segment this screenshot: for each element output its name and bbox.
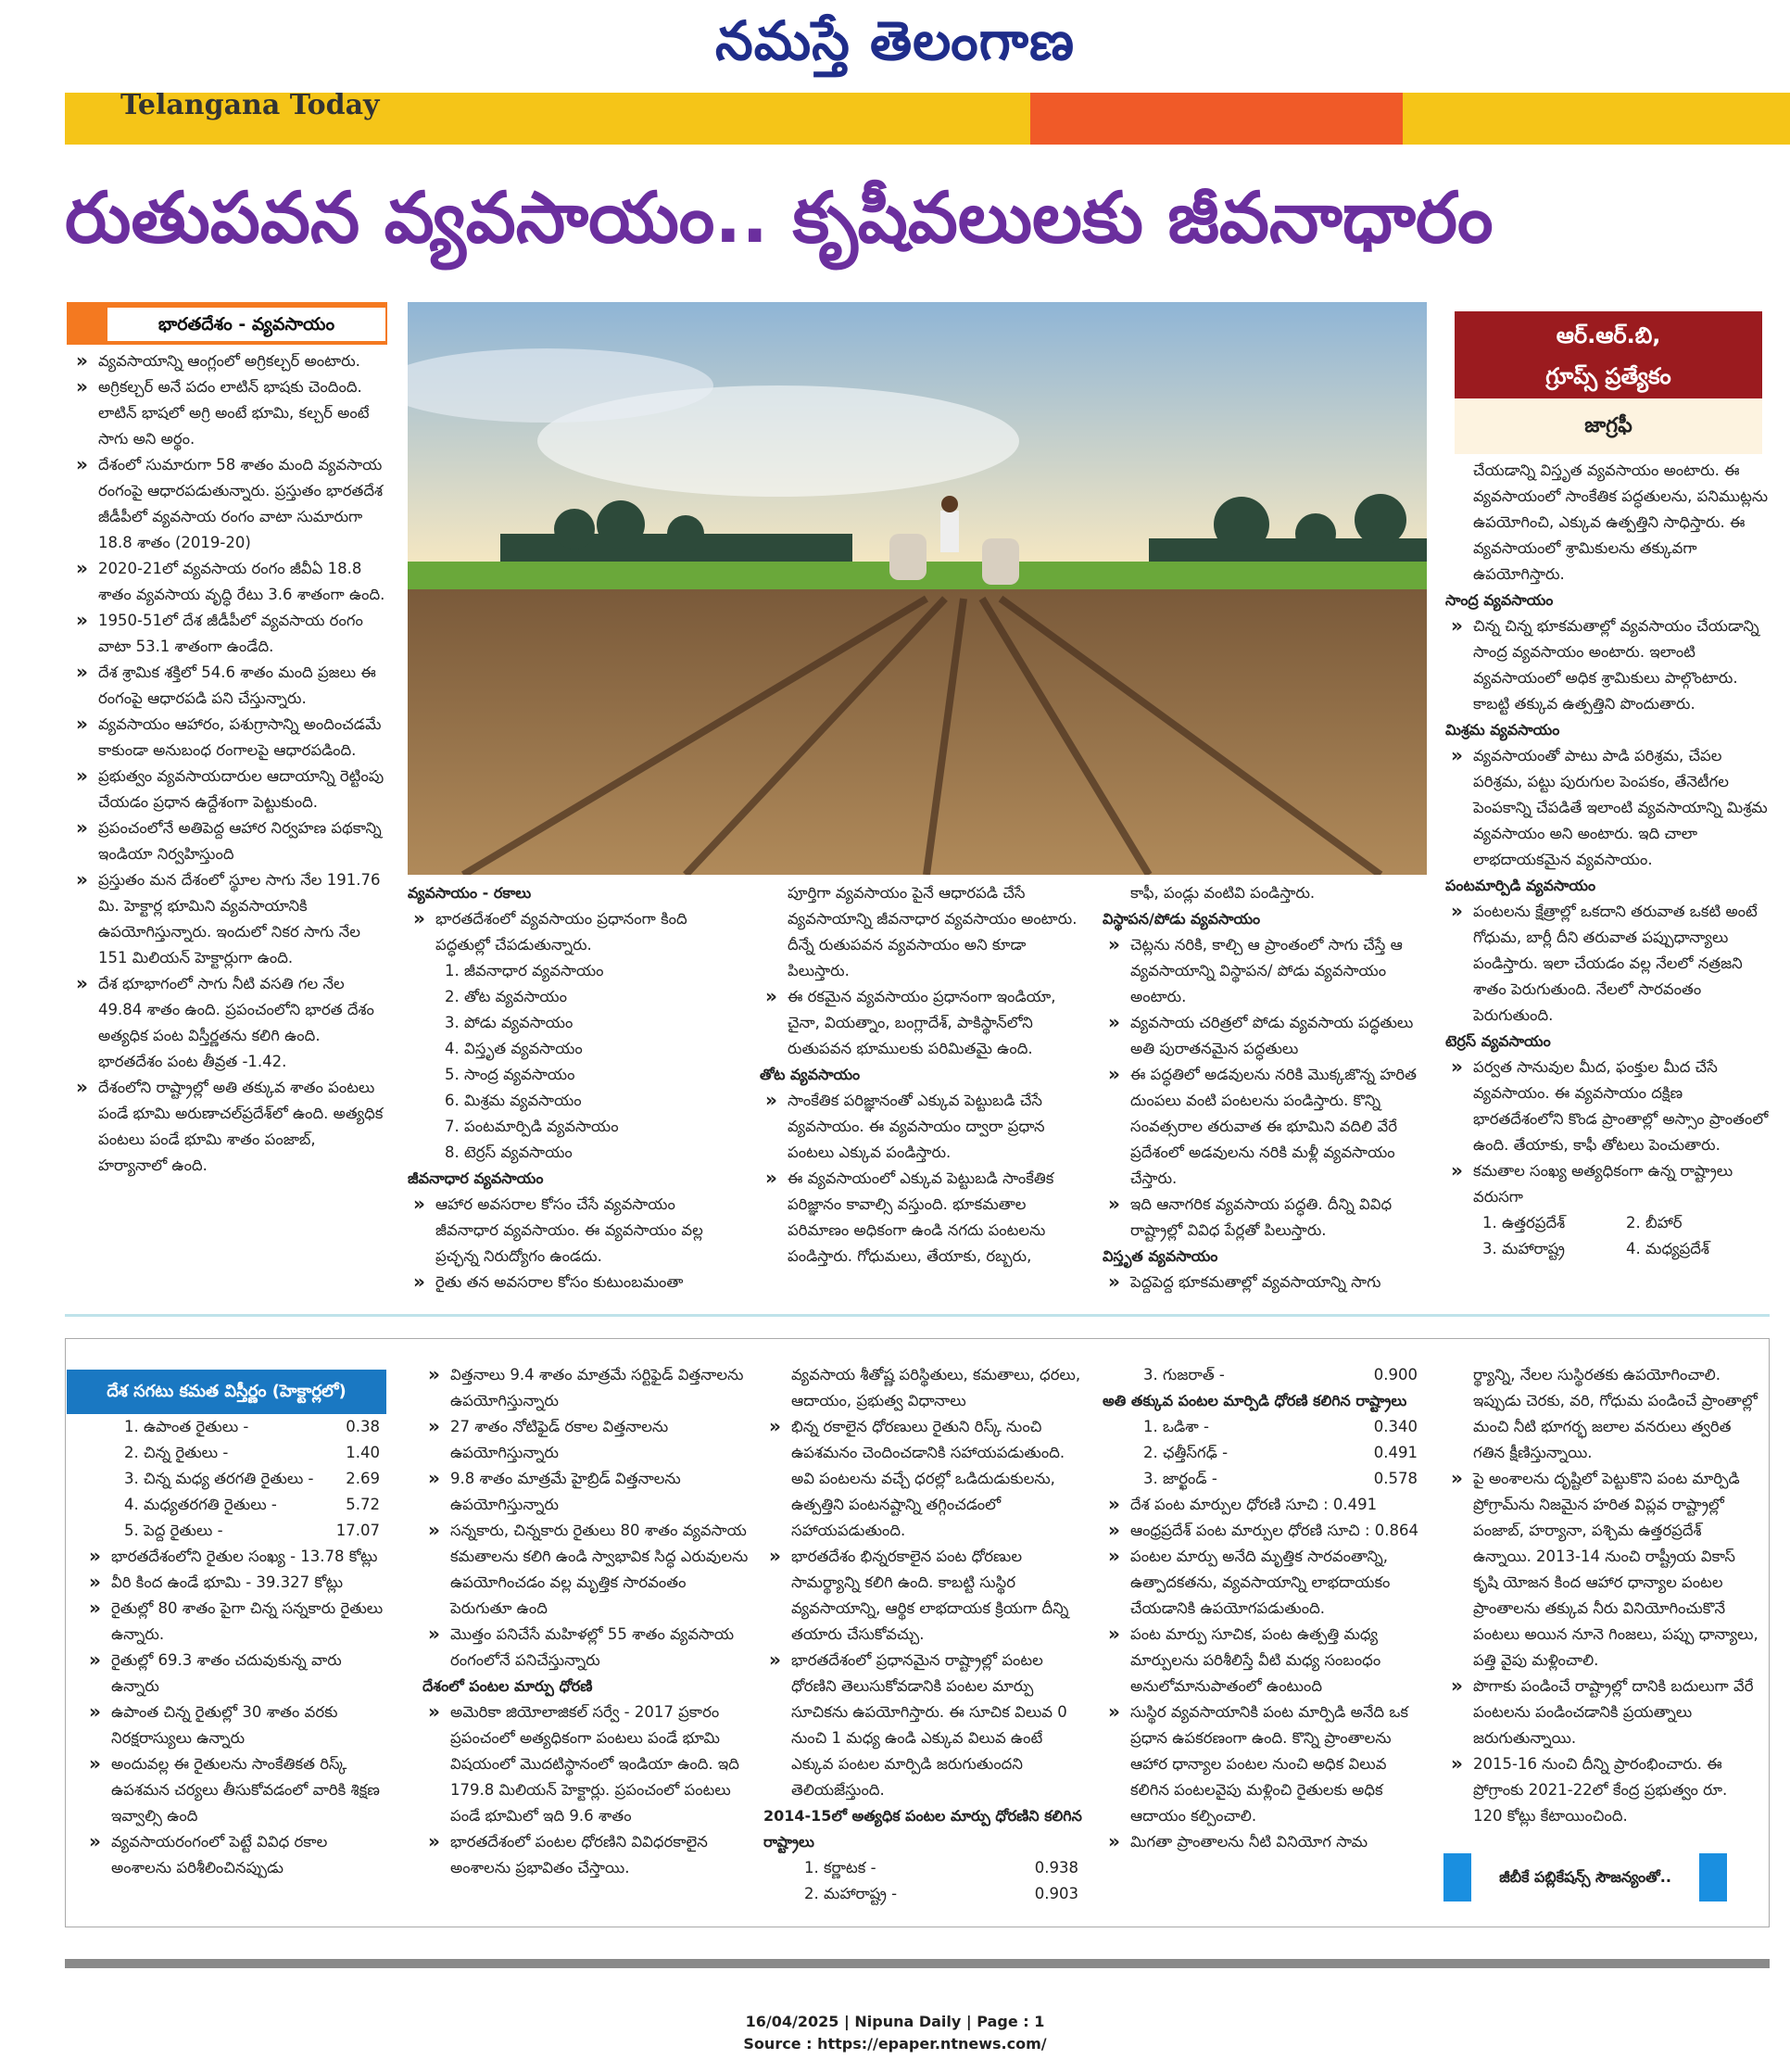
paragraph: కాఫీ, పండ్లు వంటివి పండిస్తారు. xyxy=(1130,884,1316,902)
state-index-row-label: 3. గుజరాత్ - xyxy=(1143,1366,1225,1383)
subheading: దేశంలో పంటల మార్పు ధోరణి xyxy=(422,1677,593,1695)
masthead-title: నమస్తే తెలంగాణ xyxy=(715,9,1075,72)
state-index-row xyxy=(1103,1414,1427,1440)
bullet-item: » రైతు తన అవసరాల కోసం కుటుంబమంతా xyxy=(408,1270,741,1295)
bullet-item: » రైతుల్లో 69.3 శాతం చదువుకున్న వారు ఉన్నారు xyxy=(83,1648,389,1699)
state-index-row xyxy=(1103,1440,1427,1466)
list-item: 7. పంటమార్పిడి వ్యవసాయం xyxy=(445,1118,619,1135)
band-orange-logo xyxy=(1030,93,1403,145)
bullet-item: » దేశ పంట మార్పుల ధోరణి సూచి : 0.491 xyxy=(1103,1492,1427,1518)
bullet-item: » పంటలను క్షేత్రాల్లో ఒకదాని తరువాత ఒకటి అంటే గోధుమ, బార్లీ దీని తరువాత పప్పుధాన్యాలు పండిస్తారు. ఇలా చేయడం వల్ల నేలలో నత్రజని శాతం పెరుగుతుంది. నేలలో సారవంతం పెరుగుతుంది. xyxy=(1445,899,1770,1029)
bullet-item: » భారతదేశంలోని రైతుల సంఖ్య - 13.78 కోట్లు xyxy=(83,1544,389,1570)
bullet-item: » సన్నకారు, చిన్నకారు రైతులు 80 శాతం వ్యవసాయ కమతాలను కలిగి ఉండి స్వాభావిక సిద్ధ ఎరువులను ఉపయోగించడం వల్ల మృత్తిక సారవంతం పెరుగుతూ ఉంది xyxy=(422,1518,752,1622)
lower-column-2 xyxy=(422,1362,752,1881)
bullet-item: » 2020-21లో వ్యవసాయ రంగం జీవీఏ 18.8 శాతం వ్యవసాయ వృద్ధి రేటు 3.6 శాతంగా ఉంది. xyxy=(70,556,387,608)
holding-row xyxy=(83,1466,389,1492)
bullet-item: » ప్రపంచంలోనే అతిపెద్ద ఆహార నిర్వహణ పథకాన్ని ఇండియా నిర్వహిస్తుంది xyxy=(70,815,387,867)
section-tag-label: భారతదేశం - వ్యవసాయం xyxy=(107,308,385,341)
column-4 xyxy=(1103,880,1427,1295)
state-index-row xyxy=(763,1855,1088,1881)
bullet-item: » పంటల మార్పు అనేది మృత్తిక సారవంతాన్ని, ఉత్పాదకతను, వ్యవసాయాన్ని లాభదాయకం చేయడానికి ఉపయోగపడుతుంది. xyxy=(1103,1544,1427,1622)
bullet-item: » దేశ శ్రామిక శక్తిలో 54.6 శాతం మంది ప్రజలు ఈ రంగంపై ఆధారపడి పని చేస్తున్నారు. xyxy=(70,660,387,712)
list-item: 2. తోట వ్యవసాయం xyxy=(445,988,567,1005)
bullet-item: » దేశంలోని రాష్ట్రాల్లో అతి తక్కువ శాతం పంటలు పండే భూమి అరుణాచల్‌ప్రదేశ్‌లో ఉంది. అత్యధిక పంటలు పండే భూమి శాతం పంజాబ్, హర్యానాలో ఉంది. xyxy=(70,1075,387,1179)
bullet-item: » మొత్తం పనిచేసే మహిళల్లో 55 శాతం వ్యవసాయ రంగంలోనే పనిచేస్తున్నారు xyxy=(422,1622,752,1674)
bullet-item: » ఇది ఆనాగరిక వ్యవసాయ పద్ధతి. దీన్ని వివిధ రాష్ట్రాల్లో వివిధ పేర్లతో పిలుస్తారు. xyxy=(1103,1192,1427,1244)
bullet-item: » సుస్థిర వ్యవసాయానికి పంట మార్పిడి అనేది ఒక ప్రధాన ఉపకరణంగా ఉంది. కొన్ని ప్రాంతాలను ఆహార ధాన్యాల పంటల నుంచి అధిక విలువ కలిగిన పంటలవైపు మళ్లించి రైతులకు అధిక ఆదాయం కల్పించాలి. xyxy=(1103,1699,1427,1829)
bullet-item: » 9.8 శాతం మాత్రమే హైబ్రిడ్ విత్తనాలను ఉపయోగిస్తున్నారు xyxy=(422,1466,752,1518)
column-3 xyxy=(760,880,1084,1270)
footer-source: Source : https://epaper.ntnews.com/ xyxy=(743,2035,1047,2053)
state-index-row xyxy=(1103,1466,1427,1492)
banner-strip xyxy=(65,89,1790,145)
list-item: 3. పోడు వ్యవసాయం xyxy=(445,1014,574,1031)
lower-column-5 xyxy=(1445,1362,1760,1829)
subheading: తోట వ్యవసాయం xyxy=(760,1066,861,1083)
subheading: మిశ్రమ వ్యవసాయం xyxy=(1445,721,1560,739)
holding-row-value: 5.72 xyxy=(346,1496,380,1513)
band-left-logo: Telangana Today xyxy=(120,89,380,121)
state-item: 3. మహారాష్ట్ర xyxy=(1482,1240,1565,1257)
holding-row-label: 1. ఉపాంత రైతులు - xyxy=(124,1418,249,1435)
footer-date: 16/04/2025 | Nipuna Daily | Page : 1 xyxy=(745,2013,1045,2030)
bullet-item: » మిగతా ప్రాంతాలను నీటి వినియోగ సామ xyxy=(1103,1829,1427,1855)
state-index-row xyxy=(763,1881,1088,1907)
state-item: 1. ఉత్తరప్రదేశ్ xyxy=(1482,1214,1566,1232)
state-index-row-label: 1. ఒడిశా - xyxy=(1143,1418,1210,1435)
bullet-item: » దేశ భూభాగంలో సాగు నీటి వసతి గల నేల 49.84 శాతం ఉంది. ప్రపంచంలోని భారత దేశం అత్యధిక పంట విస్తీర్ణతను కలిగి ఉంది. భారతదేశం పంట తీవ్రత -1.42. xyxy=(70,971,387,1075)
paragraph: వ్యవసాయ శీతోష్ణ పరిస్థితులు, కమతాలు, ధరలు, ఆదాయం, ప్రభుత్వ విధానాలు xyxy=(791,1366,1081,1409)
bullet-item: » పై అంశాలను దృష్టిలో పెట్టుకొని పంట మార్పిడి ప్రోగ్రామ్‌ను నిజమైన హరిత విప్లవ రాష్ట్రాల్లో పంజాబ్, హర్యానా, పశ్చిమ ఉత్తరప్రదేశ్ ఉన్నాయి. 2013-14 నుంచి రాష్ట్రీయ వికాస్ కృషి యోజన కింద ఆహార ధాన్యాల పంటల ప్రాంతాలను తక్కువ నీరు వినియోగించుకొనే పంటలు అయిన నూనె గింజలు, పప్పు ధాన్యాలు, పత్తి వైపు మళ్లించాలి. xyxy=(1445,1466,1760,1674)
bullet-item: » 2015-16 నుంచి దీన్ని ప్రారంభించారు. ఈ ప్రోగ్రాంకు 2021-22లో కేంద్ర ప్రభుత్వం రూ. 120 కోట్లు కేటాయించింది. xyxy=(1445,1751,1760,1829)
subheading: 2014-15లో అత్యధిక పంటల మార్పు ధోరణిని కలిగిన రాష్ట్రాలు xyxy=(763,1807,1082,1851)
bullet-item: » అందువల్ల ఈ రైతులను సాంకేతికత రిస్క్ ఉపశమన చర్యలు తీసుకోవడంలో వారికి శిక్షణ ఇవ్వాల్సి ఉంది xyxy=(83,1751,389,1829)
column-5 xyxy=(1445,458,1770,1262)
bullet-item: » 1950-51లో దేశ జీడీపీలో వ్యవసాయ రంగం వాటా 53.1 శాతంగా ఉండేది. xyxy=(70,608,387,660)
bullet-item: » భారతదేశం భిన్నరకాలైన పంట ధోరణుల సామర్థ్యాన్ని కలిగి ఉంది. కాబట్టి సుస్థిర వ్యవసాయాన్ని, ఆర్థిక లాభదాయక క్రియగా దీన్ని తయారు చేసుకోవచ్చు. xyxy=(763,1544,1088,1648)
bullet-item: » వ్యవసాయంతో పాటు పాడి పరిశ్రమ, చేపల పరిశ్రమ, పట్టు పురుగుల పెంపకం, తేనెటీగల పెంపకాన్ని చేపడితే ఇలాంటి వ్యవసాయాన్ని మిశ్రమ వ్యవసాయం అని అంటారు. ఇది చాలా లాభదాయకమైన వ్యవసాయం. xyxy=(1445,743,1770,873)
paragraph: ర్థ్యాన్ని, నేలల సుస్థిరతకు ఉపయోగించాలి. ఇప్పుడు చెరకు, వరి, గోధుమ పండించే ప్రాంతాల్లో మంచి నీటి భూగర్భ జలాల వనరులు త్వరిత గతిన క్షీణిస్తున్నాయి. xyxy=(1473,1366,1758,1461)
bullet-item: » ఈ రకమైన వ్యవసాయం ప్రధానంగా ఇండియా, చైనా, వియత్నాం, బంగ్లాదేశ్, పాకిస్థాన్‌లోని రుతుపవన భూములకు పరిమితమై ఉంది. xyxy=(760,984,1084,1062)
bullet-item: » ప్రస్తుతం మన దేశంలో స్థూల సాగు నేల 191.76 మి. హెక్టార్ల భూమిని వ్యవసాయానికి ఉపయోగిస్తున్నారు. ఇందులో నికర సాగు నేల 151 మిలియన్ హెక్టార్లుగా ఉంది. xyxy=(70,867,387,971)
subheading: విస్తృత వ్యవసాయం xyxy=(1103,1247,1218,1265)
state-index-row-label: 1. కర్ణాటక - xyxy=(804,1859,876,1876)
list-item: 8. టెర్రస్ వ్యవసాయం xyxy=(445,1143,573,1161)
subheading: సాంద్ర వ్యవసాయం xyxy=(1445,591,1554,609)
holding-row-label: 3. చిన్న మధ్య తరగతి రైతులు - xyxy=(124,1470,314,1487)
holding-row xyxy=(83,1414,389,1440)
holding-row-value: 1.40 xyxy=(346,1444,380,1461)
bullet-item: » వ్యవసాయాన్ని ఆంగ్లంలో అగ్రికల్చర్ అంటారు. xyxy=(70,348,387,374)
state-index-row-value: 0.578 xyxy=(1373,1470,1418,1487)
bullet-item: » పర్వత సానువుల మీద, ఫంక్తుల మీద చేసే వ్యవసాయం. ఈ వ్యవసాయం దక్షిణ భారతదేశంలోని కొండ ప్రాంతాల్లో అస్సాం ప్రాంతంలో ఉంది. తేయాకు, కాఫీ తోటలు పెంచుతారు. xyxy=(1445,1055,1770,1158)
state-index-row-value: 0.903 xyxy=(1034,1885,1078,1902)
bullet-item: » ఈ పద్ధతిలో అడవులను నరికి మొక్కజొన్న హరిత దుంపలు వంటి పంటలను పండిస్తారు. కొన్ని సంవత్సరాల తరువాత ఈ భూమిని వదిలి వేరే ప్రదేశంలో అడవులను నరికి మళ్లీ వ్యవసాయం చేస్తారు. xyxy=(1103,1062,1427,1192)
bullet-item: » అగ్రికల్చర్ అనే పదం లాటిన్ భాషకు చెందింది. లాటిన్ భాషలో అగ్రి అంటే భూమి, కల్చర్ అంటే సాగు అని అర్థం. xyxy=(70,374,387,452)
bullet-item: » ఉపాంత చిన్న రైతుల్లో 30 శాతం వరకు నిరక్షరాస్యులు ఉన్నారు xyxy=(83,1699,389,1751)
bullet-item: » పెద్దపెద్ద భూకమతాల్లో వ్యవసాయాన్ని సాగు xyxy=(1103,1270,1427,1295)
avg-holding-title: దేశ సగటు కమత విస్తీర్ణం (హెక్టార్లలో) xyxy=(67,1370,386,1414)
rrb-banner xyxy=(1455,311,1762,398)
holding-row-label: 5. పెద్ద రైతులు - xyxy=(124,1522,223,1539)
farmer-ploughing-photo xyxy=(408,302,1427,875)
holding-row-value: 17.07 xyxy=(335,1522,380,1539)
rrb-line-2: గ్రూప్స్ ప్రత్యేకం xyxy=(1545,363,1671,389)
paragraph: పూర్తిగా వ్యవసాయం పైనే ఆధారపడి చేసే వ్యవసాయాన్ని జీవనాధార వ్యవసాయం అంటారు. దీన్నే రుతుపవన వ్యవసాయం అని కూడా పిలుస్తారు. xyxy=(788,884,1078,979)
list-item: 1. జీవనాధార వ్యవసాయం xyxy=(445,962,604,979)
subheading: విస్థాపన/పోడు వ్యవసాయం xyxy=(1103,910,1261,928)
bullet-item: » వ్యవసాయ చరిత్రలో పోడు వ్యవసాయ పద్ధతులు అతి పురాతనమైన పద్ధతులు xyxy=(1103,1010,1427,1062)
bullet-item: » విత్తనాలు 9.4 శాతం మాత్రమే సర్టిఫైడ్ విత్తనాలను ఉపయోగిస్తున్నారు xyxy=(422,1362,752,1414)
state-index-row-label: 3. జార్ఖండ్ - xyxy=(1143,1470,1217,1487)
holding-row xyxy=(83,1518,389,1544)
state-index-row-value: 0.340 xyxy=(1373,1418,1418,1435)
state-index-row-value: 0.938 xyxy=(1034,1859,1078,1876)
holding-row-label: 4. మధ్యతరగతి రైతులు - xyxy=(124,1496,277,1513)
state-index-row-value: 0.900 xyxy=(1373,1366,1418,1383)
state-index-row-value: 0.491 xyxy=(1373,1444,1418,1461)
state-index-row-label: 2. మహారాష్ట్ర - xyxy=(804,1885,898,1902)
bullet-item: » కమతాల సంఖ్య అత్యధికంగా ఉన్న రాష్ట్రాలు వరుసగా xyxy=(1445,1158,1770,1210)
bullet-item: » భారతదేశంలో ప్రధానమైన రాష్ట్రాల్లో పంటల ధోరణిని తెలుసుకోవడానికి పంటల మార్పు సూచికను ఉపయోగిస్తారు. ఈ సూచిక విలువ 0 నుంచి 1 మధ్య ఉండి ఎక్కువ విలువ ఉంటే ఎక్కువ పంటల మార్పిడి జరుగుతుందని తెలియజేస్తుంది. xyxy=(763,1648,1088,1803)
bullet-item: » అమెరికా జియోలాజికల్ సర్వే - 2017 ప్రకారం ప్రపంచంలో అత్యధికంగా పంటలు పండే భూమి విషయంలో మొదటిస్థానంలో ఇండియా ఉంది. ఇది 179.8 మిలియన్ హెక్టార్లు. ప్రపంచంలో పంటలు పండే భూమిలో ఇది 9.6 శాతం xyxy=(422,1699,752,1829)
state-index-row xyxy=(1103,1362,1427,1388)
state-item: 4. మధ్యప్రదేశ్ xyxy=(1626,1240,1709,1257)
subheading: అతి తక్కువ పంటల మార్పిడి ధోరణి కలిగిన రాష్ట్రాలు xyxy=(1103,1392,1407,1409)
bullet-item: » భిన్న రకాలైన ధోరణులు రైతుని రిస్క్ నుంచి ఉపశమనం చెందించడానికి సహాయపడుతుంది. అవి పంటలను వచ్చే ధరల్లో ఒడిదుడుకులను, ఉత్పత్తిని పంటనష్టాన్ని తగ్గించడంలో సహాయపడుతుంది. xyxy=(763,1414,1088,1544)
rrb-line-1: ఆర్.ఆర్.బి, xyxy=(1556,322,1661,348)
states-list xyxy=(1445,1210,1770,1262)
paragraph: చేయడాన్ని విస్తృత వ్యవసాయం అంటారు. ఈ వ్యవసాయంలో సాంకేతిక పద్ధతులను, పనిముట్లను ఉపయోగించి, ఎక్కువ ఉత్పత్తిని సాధిస్తారు. ఈ వ్యవసాయంలో శ్రామికులను తక్కువగా ఉపయోగిస్తారు. xyxy=(1473,461,1769,583)
column-1 xyxy=(70,348,387,1179)
bullet-item: » వ్యవసాయం ఆహారం, పశుగ్రాసాన్ని అందించడమే కాకుండా అనుబంధ రంగాలపై ఆధారపడింది. xyxy=(70,712,387,764)
subheading: టెర్రస్ వ్యవసాయం xyxy=(1445,1032,1551,1050)
bullet-item: » పంట మార్పు సూచిక, పంట ఉత్పత్తి మధ్య మార్పులను పరిశీలిస్తే వీటి మధ్య సంబంధం అనులోమానుపాతంలో ఉంటుంది xyxy=(1103,1622,1427,1699)
bullet-item: » 27 శాతం నోటిఫైడ్ రకాల విత్తనాలను ఉపయోగిస్తున్నారు xyxy=(422,1414,752,1466)
bullet-item: » చిన్న చిన్న భూకమతాల్లో వ్యవసాయం చేయడాన్ని సాంద్ర వ్యవసాయం అంటారు. ఇలాంటి వ్యవసాయంలో అధిక శ్రామికులు పాల్గొంటారు. కాబట్టి తక్కువ ఉత్పత్తిని పొందుతారు. xyxy=(1445,613,1770,717)
bullet-item: » పొగాకు పండించే రాష్ట్రాల్లో దానికి బదులుగా వేరే పంటలను పండించడానికి ప్రయత్నాలు జరుగుతున్నాయి. xyxy=(1445,1674,1760,1751)
holding-row xyxy=(83,1440,389,1466)
holding-row-label: 2. చిన్న రైతులు - xyxy=(124,1444,229,1461)
credit-box: జీబీకే పబ్లికేషన్స్ సౌజన్యంతో.. xyxy=(1443,1853,1727,1901)
holding-row xyxy=(83,1492,389,1518)
section-divider xyxy=(65,1314,1770,1317)
bullet-item: » వీరి కింద ఉండే భూమి - 39.327 కోట్లు xyxy=(83,1570,389,1596)
bullet-item: » ఈ వ్యవసాయంలో ఎక్కువ పెట్టుబడి సాంకేతిక పరిజ్ఞానం కావాల్సి వస్తుంది. భూకమతాల పరిమాణం అధికంగా ఉండి నగదు పంటలను పండిస్తారు. గోధుమలు, తేయాకు, రబ్బరు, xyxy=(760,1166,1084,1270)
section-tag xyxy=(67,302,387,345)
bullet-item: » వ్యవసాయరంగంలో పెట్టే వివిధ రకాల అంశాలను పరిశీలించినప్పుడు xyxy=(83,1829,389,1881)
holding-row-value: 2.69 xyxy=(346,1470,380,1487)
bullet-item: » దేశంలో సుమారుగా 58 శాతం మంది వ్యవసాయ రంగంపై ఆధారపడుతున్నారు. ప్రస్తుతం భారతదేశ జీడీపీలో వ్యవసాయ రంగం వాటా సుమారుగా 18.8 శాతం (2019-20) xyxy=(70,452,387,556)
lower-column-1 xyxy=(83,1414,389,1881)
list-item: 4. విస్తృత వ్యవసాయం xyxy=(445,1040,583,1057)
subheading: పంటమార్పిడి వ్యవసాయం xyxy=(1445,877,1596,894)
bullet-item: » రైతుల్లో 80 శాతం పైగా చిన్న సన్నకారు రైతులు ఉన్నారు. xyxy=(83,1596,389,1648)
state-item: 2. బీహార్ xyxy=(1626,1214,1683,1232)
footer xyxy=(0,2011,1790,2055)
subheading: జీవనాధార వ్యవసాయం xyxy=(408,1169,544,1187)
footer-rule xyxy=(65,1959,1770,1968)
holding-row-value: 0.38 xyxy=(346,1418,380,1435)
lower-column-4 xyxy=(1103,1362,1427,1855)
bullet-item: » భారతదేశంలో పంటల ధోరణిని వివిధరకాలైన అంశాలను ప్రభావితం చేస్తాయి. xyxy=(422,1829,752,1881)
bullet-item: » ఆహార అవసరాల కోసం చేసే వ్యవసాయం జీవనాధార వ్యవసాయం. ఈ వ్యవసాయం వల్ల ప్రచ్ఛన్న నిరుద్యోగం ఉండదు. xyxy=(408,1192,741,1270)
list-item: 6. మిశ్రమ వ్యవసాయం xyxy=(445,1092,582,1109)
bullet-item: » ప్రభుత్వం వ్యవసాయదారుల ఆదాయాన్ని రెట్టింపు చేయడం ప్రధాన ఉద్దేశంగా పెట్టుకుంది. xyxy=(70,764,387,815)
geography-label: జాగ్రఫీ xyxy=(1455,398,1762,454)
headline: రుతుపవన వ్యవసాయం.. కృషీవలులకు జీవనాధారం xyxy=(65,176,1494,259)
state-index-row-label: 2. ఛత్తీస్‌గఢ్ - xyxy=(1143,1444,1229,1461)
bullet-item: » సాంకేతిక పరిజ్ఞానంతో ఎక్కువ పెట్టుబడి చేసే వ్యవసాయం. ఈ వ్యవసాయం ద్వారా ప్రధాన పంటలు ఎక్కువ పండిస్తారు. xyxy=(760,1088,1084,1166)
lower-column-3 xyxy=(763,1362,1088,1907)
bullet-item: » ఆంధ్రప్రదేశ్ పంట మార్పుల ధోరణి సూచి : 0.864 xyxy=(1103,1518,1427,1544)
bullet-item: » భారతదేశంలో వ్యవసాయం ప్రధానంగా కింది పద్ధతుల్లో చేపడుతున్నారు. xyxy=(408,906,741,958)
subheading: వ్యవసాయం - రకాలు xyxy=(408,884,532,902)
bullet-item: » చెట్లను నరికి, కాల్చి ఆ ప్రాంతంలో సాగు చేస్తే ఆ వ్యవసాయాన్ని విస్థాపన/ పోడు వ్యవసాయం అంటారు. xyxy=(1103,932,1427,1010)
list-item: 5. సాంద్ర వ్యవసాయం xyxy=(445,1066,575,1083)
column-2 xyxy=(408,880,741,1295)
